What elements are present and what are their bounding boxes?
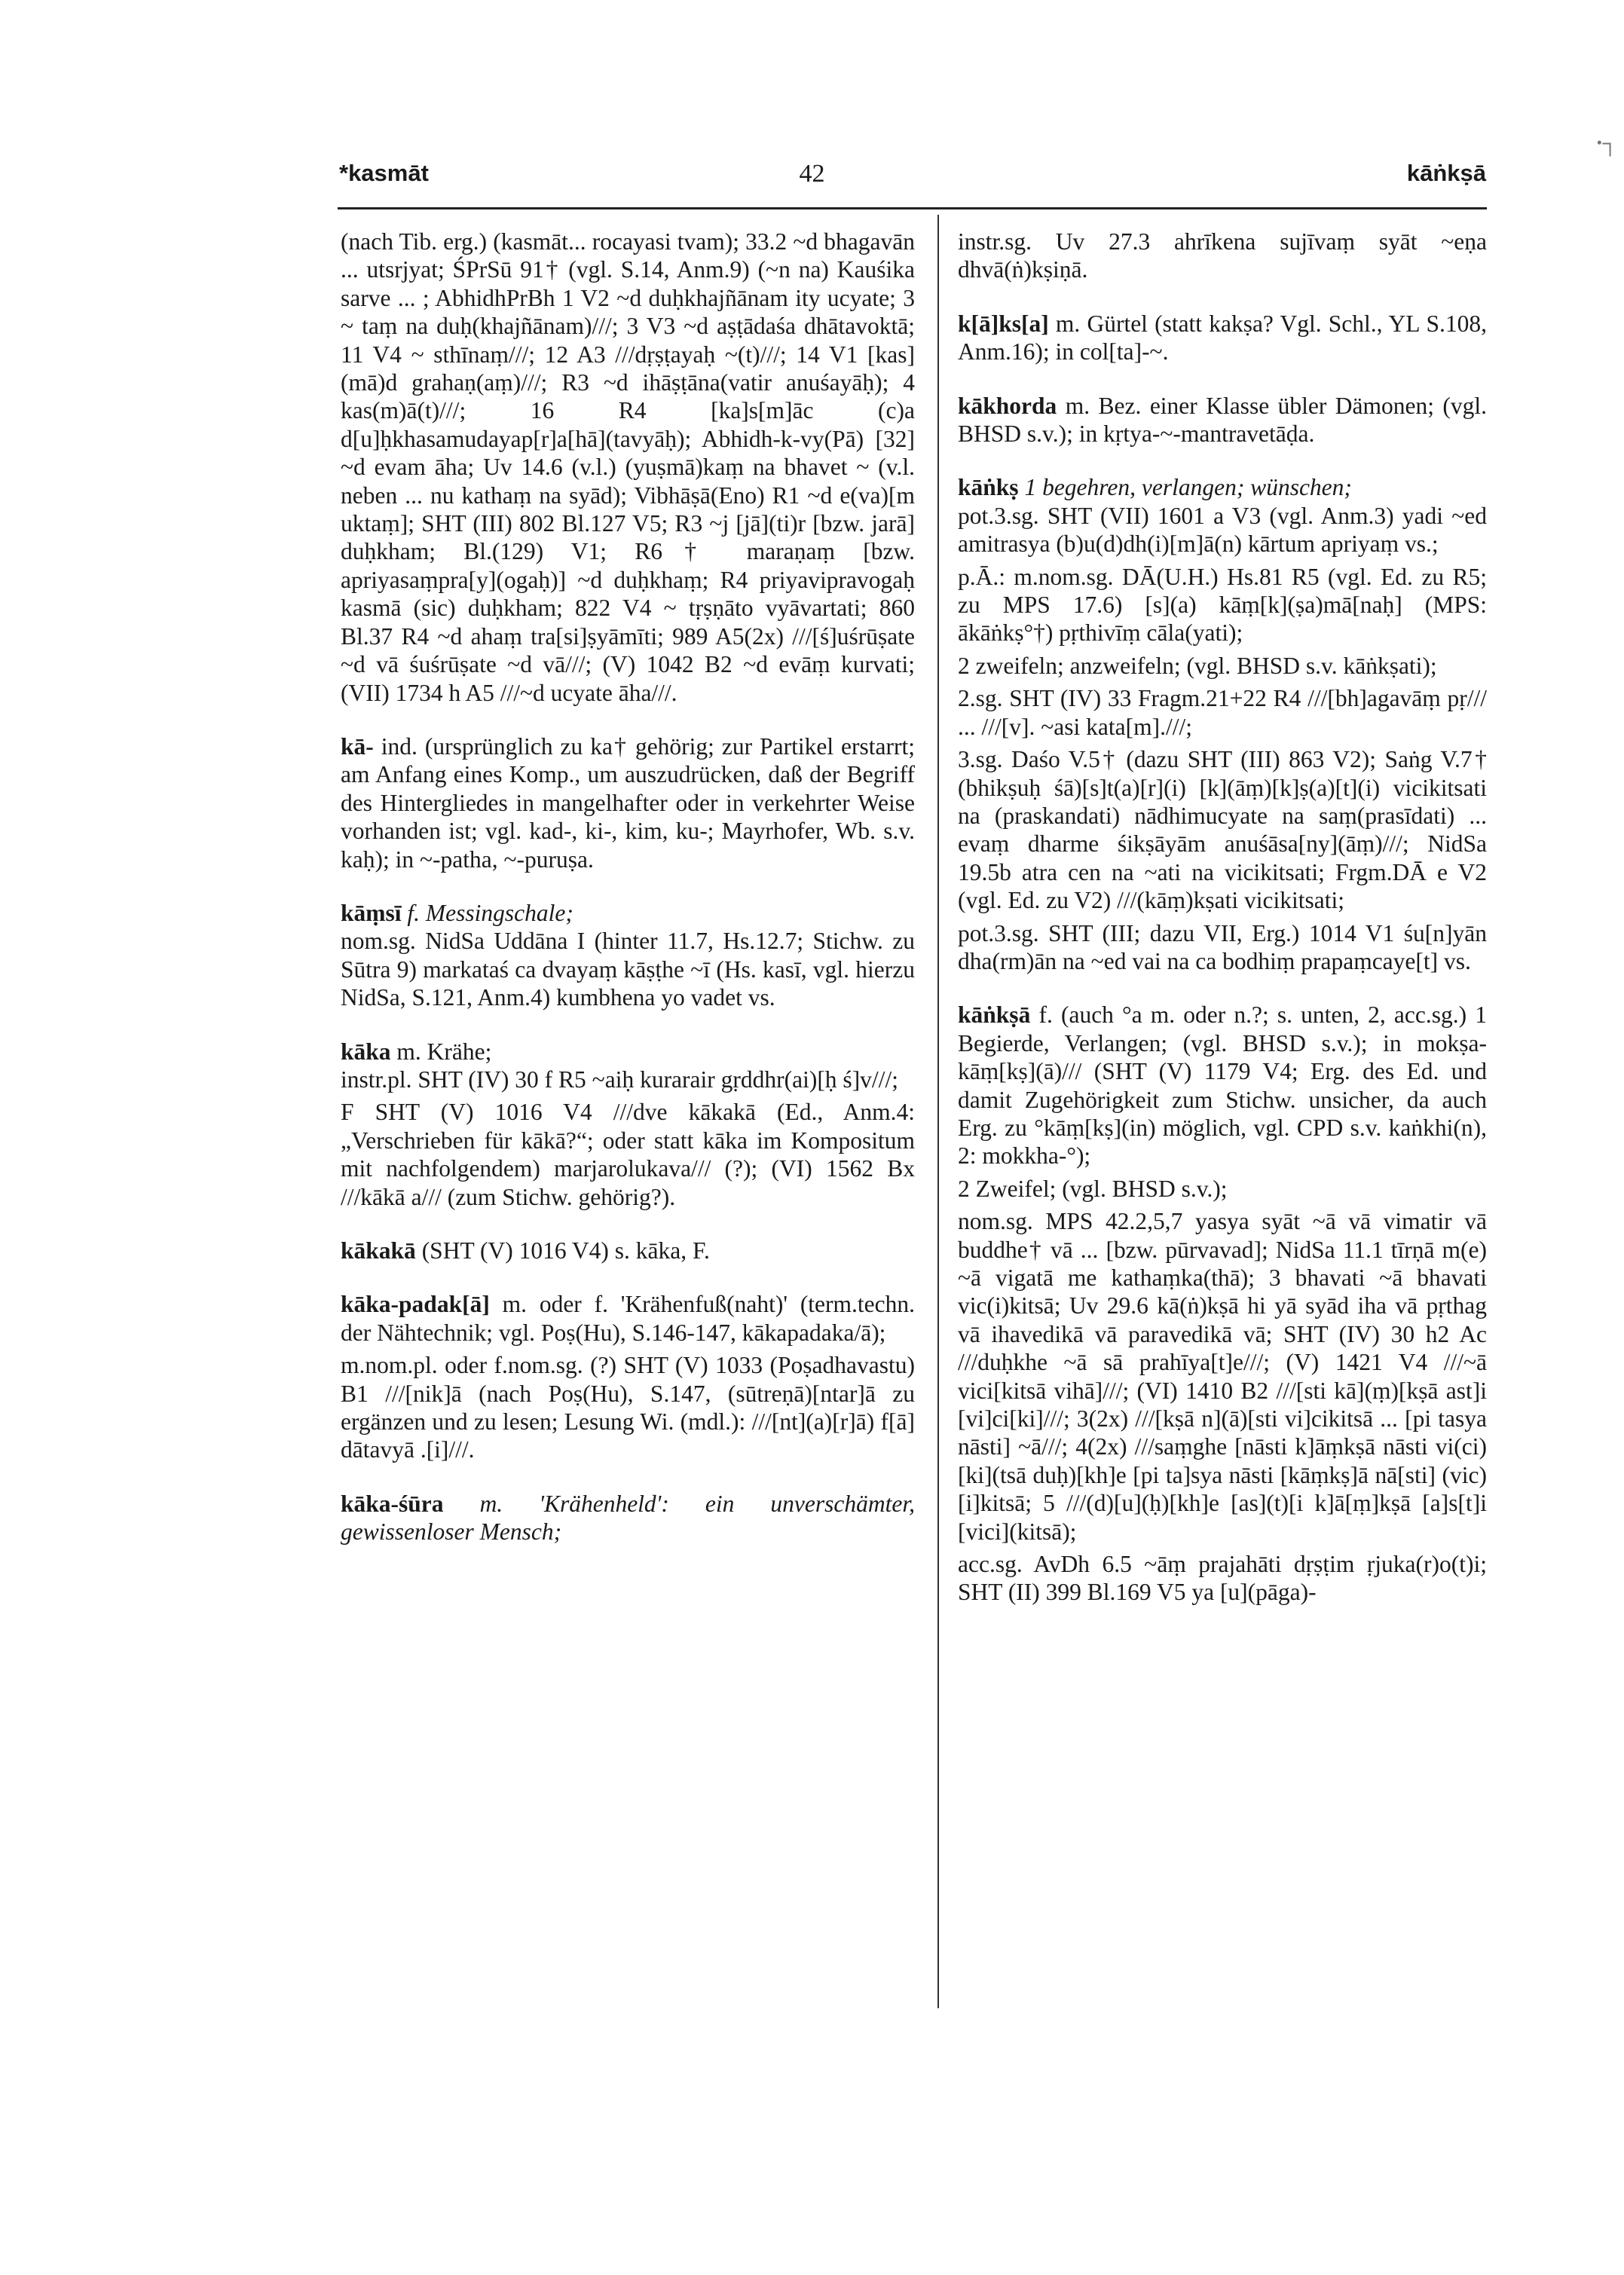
entry-kaksa [958,310,1487,366]
header-catchword-right: kāṅkṣā [1406,160,1486,186]
entry-kanksa-acc: acc.sg. AvDh 6.5 ~āṃ prajahāti dṛṣṭim ṛjuka(r)o(t)i; SHT (II) 399 Bl.169 V5 ya [u](pāga)- [958,1551,1487,1606]
entry-kaka-instr: instr.pl. SHT (IV) 30 f R5 ~aiḥ kurarair gṛddhr(ai)[ḥ ś]v///; [341,1066,898,1093]
header-rule [338,207,1487,209]
entry-kaka-sura-headword: kāka-śūra [341,1490,444,1517]
entry-kakaka [341,1237,915,1264]
entry-kanks-gloss: 1 begehren, verlangen; wünschen; [1024,474,1352,501]
entry-kanks-pa: p.Ā.: m.nom.sg. DĀ(U.H.) Hs.81 R5 (vgl. Ed. zu R5; zu MPS 17.6) [s](a) kāṃ[k](ṣa)mā[naḥ] (MPS: ākāṅkṣ°†) pṛthivīṃ cāla(yati); [958,563,1487,647]
entry-kanksa [958,1001,1487,1170]
entry-kanks-pot: pot.3.sg. SHT (VII) 1601 a V3 (vgl. Anm.3) yadi ~ed amitrasya (b)u(d)dh(i)[m]ā(n) kārtum apriyaṃ vs.; [958,502,1487,558]
entry-kamsi-nom: nom.sg. NidSa Uddāna I (hinter 11.7, Hs.12.7; Stichw. zu Sūtra 9) markataś ca dvayaṃ kāṣṭhe ~ī (Hs. kasī, vgl. hierzu NidSa, S.121, Anm.4) kumbhena yo vadet vs. [341,928,915,1011]
entry-kanksa-headword: kāṅkṣā [958,1001,1031,1029]
entry-kaka-padaka-nom: m.nom.pl. oder f.nom.sg. (?) SHT (V) 1033 (Poṣadhavastu) B1 ///[nik]ā (nach Poṣ(Hu), S.147, (sūtreṇā)[ntar]ā zu ergänzen und zu lesen; Lesung Wi. (mdl.): ///[nt](a)[r]ā) f[ā] dātavyā .[i]///. [341,1352,915,1463]
page-number: 42 [799,160,825,188]
entry-ka-body: ind. (ursprünglich zu ka† gehörig; zur Partikel erstarrt; am Anfang eines Komp., um auszudrücken, daß der Begriff des Hintergliedes in mangelhafter oder in verkehrter Weise vorhanden ist; vgl. kad-, ki-, kim, ku-; Mayrhofer, Wb. s.v. kaḥ); in ~-patha, ~-puruṣa. [341,732,915,873]
entry-kanksa-sense2: 2 Zweifel; (vgl. BHSD s.v.); [958,1175,1228,1202]
entry-kaksa-headword: k[ā]ks[a] [958,310,1049,337]
entry-kaka-padaka-headword: kāka-padak[ā] [341,1291,490,1318]
entry-kakhorda [958,392,1487,448]
column-divider [937,215,939,2008]
entry-ka [341,732,915,873]
entry-kamsi-gloss: f. Messingschale; [407,899,573,926]
entry-kamsi [341,899,915,927]
corner-mark: ꞏ┐ [1596,132,1618,155]
left-column [341,228,915,1546]
entry-kasmat-continuation: (nach Tib. erg.) (kasmāt... rocayasi tvam); 33.2 ~d bhagavān ... utsrjyat; ŚPrSū 91† (vgl. S.14, Anm.9) (~n na) Kauśika sarve ... ; AbhidhPrBh 1 V2 ~d duḥkhajñānam ity ucyate; 3 ~ taṃ na duḥ(khajñānam)///; 3 V3 ~d aṣṭādaśa dhātavoktā; 11 V4 ~ sthīnaṃ///; 12 A3 ///dṛṣṭayaḥ ~(t)///; 14 V1 [kas](mā)d grahaṇ(aṃ)///; R3 ~d ihāṣṭāna(vatir anuśayāḥ); 4 kas(m)ā(t)///; 16 R4 [ka]s[m]āc (c)a d[u]ḥkhasamudayap[r]a[hā](tavyāḥ); Abhidh-k-vy(Pā) [32] ~d evam āha; Uv 14.6 (v.l.) (yuṣmā)kaṃ na bhavet ~ (v.l. neben ... nu kathaṃ na syād); Vibhāṣā(Eno) R1 ~d e(va)[m uktaṃ]; SHT (III) 802 Bl.127 V5; R3 ~j [jā](ti)r [bzw. jarā] duḥkham; Bl.(129) V1; R6† maraṇaṃ [bzw. apriyasaṃpra[y](ogaḥ)] ~d duḥkhaṃ; R4 priyavipravogaḥ kasmā (sic) duḥkham; 822 V4 ~ tṛṣṇāto vyāvartati; 860 Bl.37 R4 ~d ahaṃ tra[si]ṣyāmīti; 989 A5(2x) ///[ś]uśrūṣate ~d vā śuśrūṣate ~d vā///; (V) 1042 B2 ~d evāṃ kurvati; (VII) 1734 h A5 ///~d ucyate āha///. [341,228,915,706]
entry-ka-headword: kā- [341,732,374,760]
entry-kaka-sura [341,1490,915,1546]
entry-kanks-pot3: pot.3.sg. SHT (III; dazu VII, Erg.) 1014 V1 śu[n]yān dha(rm)ān na ~ed vai na ca bodhiṃ prapaṃcaye[t] vs. [958,919,1487,974]
entry-kanksa-body: f. (auch °a m. oder n.?; s. unten, 2, acc.sg.) 1 Begierde, Verlangen; (vgl. BHSD s.v.); in mokṣa-kāṃ[kṣ](ā)/// (SHT (V) 1179 V4; Erg. des Ed. und damit Zugehörigkeit zum Stichw. unsicher, da auch Erg. zu °kāṃ[kṣ](in) möglich, vgl. CPD s.v. kaṅkhi(n), 2: mokkha-°); [958,1001,1487,1170]
entry-kaka-padaka [341,1290,915,1347]
entry-kaka-f: F SHT (V) 1016 V4 ///dve kākakā (Ed., Anm.4: „Verschrieben für kākā?“; oder statt kāka im Kompositum mit nachfolgendem) marjarolukava/// (?); (VI) 1562 Bx ///kākā a/// (zum Stichw. gehörig?). [341,1099,915,1210]
right-column [958,228,1487,1607]
entry-kakaka-body: (SHT (V) 1016 V4) s. kāka, F. [421,1237,710,1264]
entry-kaksa-body: m. Gürtel (statt kakṣa? Vgl. Schl., YL S.108, Anm.16); in col[ta]-~. [958,310,1488,365]
entry-kakhorda-headword: kākhorda [958,392,1057,419]
entry-kanks-sense2: 2 zweifeln; anzweifeln; (vgl. BHSD s.v. kāṅkṣati); [958,652,1437,679]
header-catchword-left: *kasmāt [339,160,429,186]
running-header [0,160,1624,197]
entry-kakaka-headword: kākakā [341,1237,416,1264]
entry-kamsi-headword: kāṃsī [341,899,402,926]
entry-kanks-headword: kāṅkṣ [958,474,1019,501]
entry-kaka-sura-instr: instr.sg. Uv 27.3 ahrīkena sujīvaṃ syāt ~eṇa dhvā(ṅ)kṣiṇā. [958,228,1487,283]
entry-kanks-2sg: 2.sg. SHT (IV) 33 Fragm.21+22 R4 ///[bh]agavāṃ pṛ/// ... ///[v]. ~asi kata[m].///; [958,685,1487,740]
entry-kaka-headword: kāka [341,1038,391,1065]
entry-kanks [958,473,1487,501]
entry-kanksa-nom: nom.sg. MPS 42.2,5,7 yasya syāt ~ā vā vimatir vā buddhe† vā ... [bzw. pūrvavad]; NidSa 11.1 tīrṇā m(e) ~ā vigatā me kathaṃka(thā); 3 bhavati ~ā bhavati vic(i)kitsā; Uv 29.6 kā(ṅ)kṣā hi yā syād iha vā pṛthag vā ihavedikā vā paravedikā vā; SHT (IV) 30 h2 Ac ///duḥkhe ~ā sā prahīya[t]e///; (V) 1421 V4 ///~ā vici[kitsā vihā]///; (VI) 1410 B2 ///[sti kā](ṃ)[kṣā ast]i [vi]ci[ki]///; 3(2x) ///[kṣā n](ā)[sti vi]cikitsā ... [pi tasya nāsti] ~ā///; 4(2x) ///saṃghe [nāsti k]āṃkṣā nāsti vi(ci)[ki](tsā duḥ)[kh]e [pi ta]sya nāsti [kāṃkṣ]ā nā[sti] (vic)[i]kitsā; 5 ///(d)[u](ḥ)[kh]e [as](t)[i k]ā[ṃ]kṣā [a]s[t]i [vici](kitsā); [958,1208,1487,1545]
entry-kanks-3sg: 3.sg. Daśo V.5† (dazu SHT (III) 863 V2); Saṅg V.7† (bhikṣuḥ śā)[s]t(a)[r](i) [k](āṃ)[k]ṣ(a)[t](i) vicikitsati na (praskandati) nādhimucyate na saṃ(prasīdati) ... evaṃ dharme śikṣāyām anuśāsa[ny](āṃ)///; NidSa 19.5b atra cen na ~ati na vicikitsati; Frgm.DĀ e V2 (vgl. Ed. zu V2) ///(kāṃ)kṣati vicikitsati; [958,746,1487,914]
entry-kaka-padaka-body: m. oder f. 'Krähenfuß(naht)' (term.techn. der Nähtechnik; vgl. Poṣ(Hu), S.146-147, kākapadaka/ā); [341,1291,915,1346]
entry-kaka-sura-body: m. 'Krähenheld': ein unverschämter, gewissenloser Mensch; [341,1490,915,1546]
entry-kaka-gloss: m. Krähe; [396,1038,492,1065]
entry-kaka [341,1038,915,1066]
entry-kakhorda-body: m. Bez. einer Klasse übler Dämonen; (vgl. BHSD s.v.); in kṛtya-~-mantravetāḍa. [958,392,1488,448]
